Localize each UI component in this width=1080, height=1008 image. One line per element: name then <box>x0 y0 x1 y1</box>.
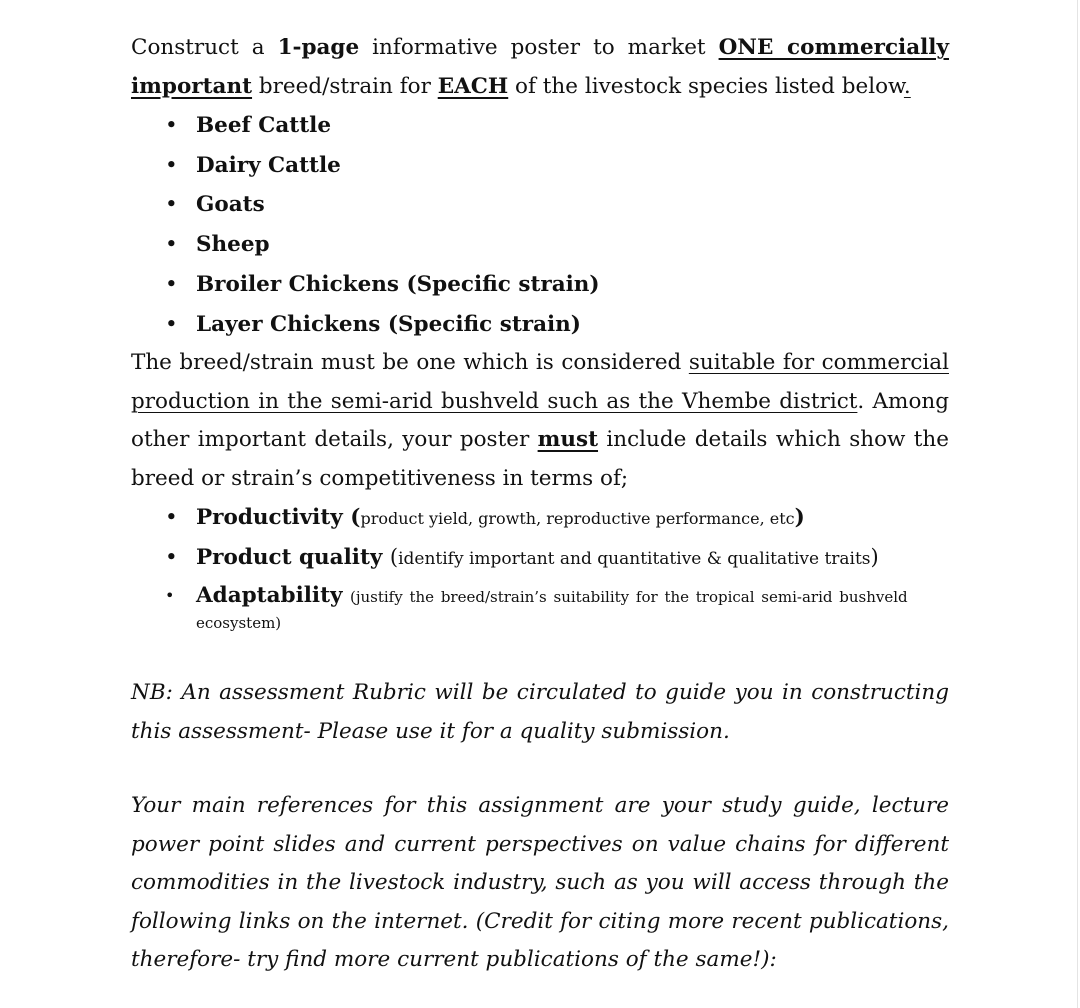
criterion-title: Product quality <box>196 545 390 571</box>
species-item: • Layer Chickens (Specific strain) <box>196 305 949 345</box>
criterion-note: identify important and quantitative & qualitative traits <box>398 549 871 570</box>
intro-period: . <box>903 73 911 99</box>
criterion-paren-open: ( <box>389 545 399 570</box>
intro-paragraph <box>131 29 949 106</box>
criterion-note-continued: ecosystem) <box>196 614 282 633</box>
references-paragraph: Your main references for this assignment are your study guide, lecture power point slides and current perspectives on value chains for different commodities in the livestock industry, such as you will access through the following links on the internet. (Credit for citing more recent publications, therefore- try find more current publications of the same!): <box>131 793 949 973</box>
requirement-text-3: include details which show the breed or strain’s competitiveness in terms of; <box>131 427 949 491</box>
species-item: • Sheep <box>196 225 949 265</box>
must-emphasis: must <box>537 427 599 453</box>
criterion-title: Adaptability <box>196 583 350 609</box>
spacer <box>131 751 949 787</box>
criterion-productivity <box>196 498 949 538</box>
species-item: • Beef Cattle <box>196 106 949 146</box>
spacer <box>131 634 949 674</box>
document-page <box>131 29 949 980</box>
page-edge-line <box>1077 0 1078 1008</box>
requirement-text-2: . Among other important details, your poster <box>131 388 949 453</box>
intro-text-2: informative poster to market <box>359 35 719 60</box>
intro-text-1: Construct a <box>131 35 278 60</box>
species-list <box>131 106 949 344</box>
each-emphasis: EACH <box>437 73 509 99</box>
criterion-paren-close: ) <box>794 505 805 531</box>
requirement-text-1: The breed/strain must be one which is considered <box>131 350 689 376</box>
criterion-note: (justify the breed/strain’s suitability for the tropical semi-arid bushveld <box>350 588 908 607</box>
one-commercially-important-emphasis: ONE commercially important <box>131 35 949 99</box>
one-page-emphasis: 1-page <box>277 35 360 60</box>
requirement-paragraph <box>131 344 949 498</box>
criteria-list <box>131 498 949 634</box>
species-item: • Broiler Chickens (Specific strain) <box>196 265 949 305</box>
nb-paragraph: NB: An assessment Rubric will be circulated to guide you in constructing this assessment- Please use it for a quality submission. <box>131 680 949 744</box>
criterion-title: Productivity <box>196 505 351 531</box>
species-item: • Dairy Cattle <box>196 146 949 186</box>
criterion-product-quality <box>196 538 949 579</box>
suitability-emphasis: suitable for commercial production in the semi-arid bushveld such as the Vhembe district <box>131 350 949 414</box>
intro-text-4: of the livestock species listed below <box>508 73 904 99</box>
criterion-paren-open: ( <box>350 505 361 531</box>
intro-text-3: breed/strain for <box>252 73 438 99</box>
criterion-adaptability <box>196 579 949 634</box>
criterion-note: product yield, growth, reproductive performance, etc <box>360 509 795 529</box>
criterion-paren-close: ) <box>870 545 879 570</box>
species-item: • Goats <box>196 185 949 225</box>
